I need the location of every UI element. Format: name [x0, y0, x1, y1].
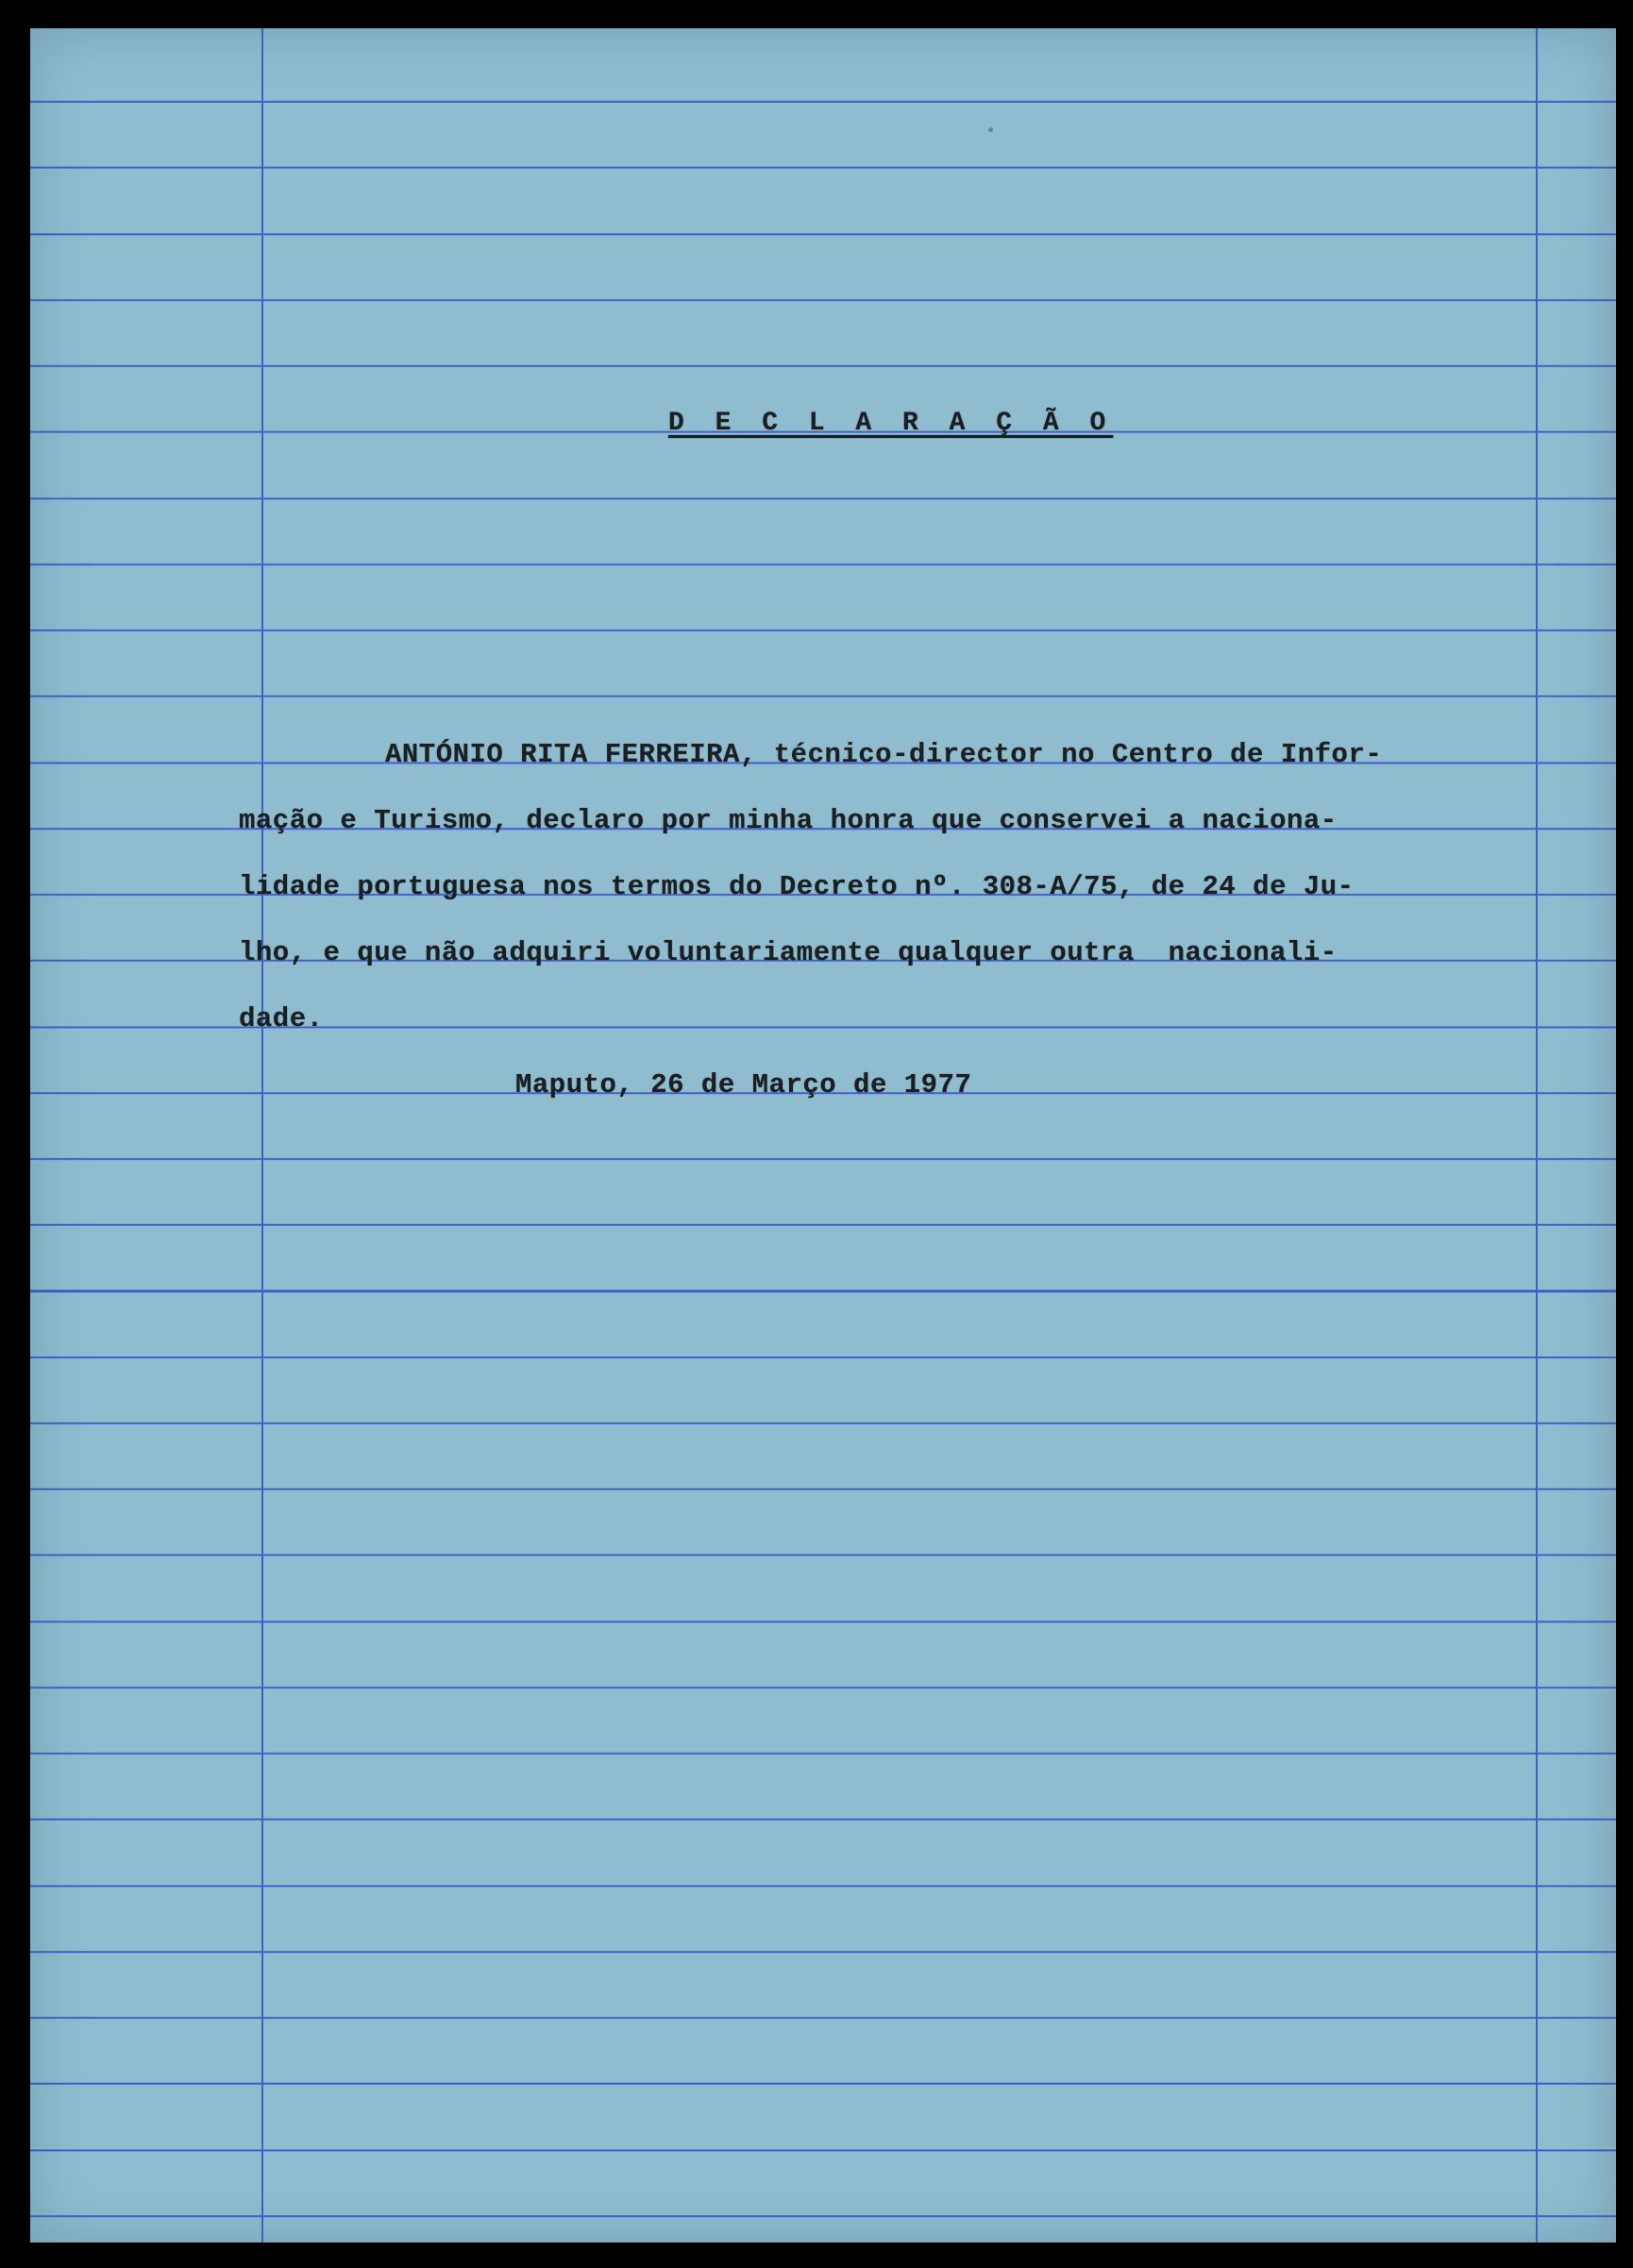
- body-line-4: lho, e que não adquiri voluntariamente qualquer outra nacionali-: [239, 937, 1338, 968]
- body-line-2: mação e Turismo, declaro por minha honra que conservei a naciona-: [239, 805, 1338, 836]
- date-line: Maputo, 26 de Março de 1977: [515, 1069, 972, 1100]
- left-margin-line: [261, 28, 263, 2243]
- ink-speck: [988, 127, 993, 132]
- body-line-5: dade.: [239, 1003, 324, 1034]
- body-line-3: lidade portuguesa nos termos do Decreto nº. 308-A/75, de 24 de Ju-: [239, 871, 1355, 902]
- document-title: D E C L A R A Ç Ã O: [668, 409, 1114, 438]
- body-line-1: ANTÓNIO RITA FERREIRA, técnico-director no Centro de Infor-: [385, 739, 1383, 770]
- ruled-paper-sheet: [30, 28, 1616, 2243]
- right-margin-line: [1536, 28, 1538, 2243]
